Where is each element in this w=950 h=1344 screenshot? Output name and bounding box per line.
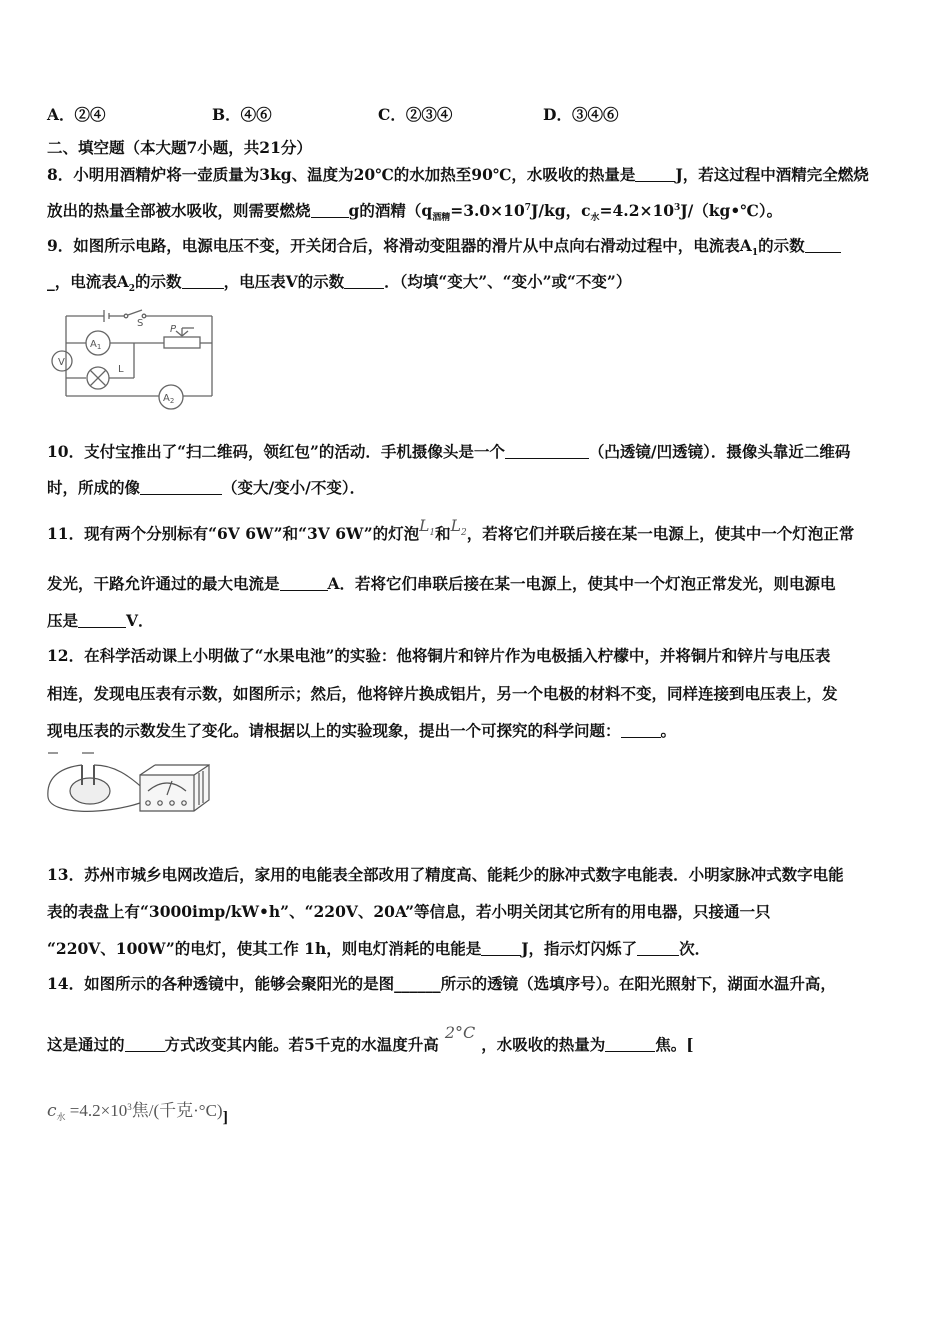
q11-line-1	[47, 517, 855, 546]
q13-line-3	[47, 937, 710, 959]
q9-text-2d: ．（均填“变大”、“变小”或“不变”）	[384, 272, 632, 291]
q11-line-2	[47, 572, 836, 594]
option-d: D．③④⑥	[543, 105, 619, 124]
slider-label: P	[170, 324, 177, 335]
q8-text-1a: 8．小明用酒精炉将一壶质量为3kg、温度为20℃的水加热至90℃，水吸收的热量是	[47, 165, 636, 184]
q8-sub-alcohol: 酒精	[432, 213, 451, 224]
q13-line-1: 13．苏州市城乡电网改造后，家用的电能表全部改用了精度高、能耗少的脉冲式数字电能表．小明家脉冲式数字电能	[47, 865, 844, 884]
q9-text-2c: ，电压表V的示数	[223, 272, 345, 291]
q11-text-3a: 压是	[47, 611, 79, 630]
q10-text-1a: 10．支付宝推出了“扫二维码，领红包”的活动．手机摄像头是一个	[47, 442, 505, 461]
lamp-label: L	[118, 364, 124, 375]
fruit-battery-illustration	[44, 745, 212, 817]
q12-text-3a: 现电压表的示数发生了变化。请根据以上的实验现象，提出一个可探究的科学问题：	[47, 721, 621, 740]
q11-text-1a: 11．现有两个分别标有“6V 6W”和“3V 6W”的灯泡	[47, 524, 420, 543]
q14-blank-2	[605, 1037, 655, 1052]
q8-text-2e: =4.2×10	[599, 201, 675, 220]
q14-temp-change: 2°C	[444, 1023, 476, 1042]
q14-blank-1	[125, 1037, 165, 1052]
q9-line-1	[47, 234, 841, 258]
q14-line-2	[47, 1023, 694, 1055]
q14-text-2d: 焦。[	[655, 1035, 694, 1054]
ammeter1-label: $A_1$	[90, 339, 102, 351]
q11-blank-2	[78, 613, 126, 628]
q8-sup-3: 3	[674, 202, 681, 213]
option-a: A．②④	[47, 105, 106, 124]
q11-and: 和	[435, 524, 451, 543]
q10-text-1b: （凸透镜/凹透镜）．摄像头靠近二维码	[588, 442, 851, 461]
q12-text-3b: 。	[660, 721, 677, 740]
switch-label: S	[137, 318, 144, 329]
q10-line-1	[47, 440, 850, 462]
q13-line-2: 表的表盘上有“3000imp/kW•h”、“220V、20A”等信息，若小明关闭其它所有的用电器，只接通一只	[47, 902, 771, 921]
q8-sup-7: 7	[524, 202, 531, 213]
q13-blank-2	[637, 941, 679, 956]
q8-text-2d: J/kg，c	[531, 201, 591, 220]
q8-line-2	[47, 199, 782, 223]
q13-text-3a: “220V、100W”的电灯，使其工作 1h，则电灯消耗的电能是	[47, 939, 482, 958]
q12-line-1: 12．在科学活动课上小明做了“水果电池”的实验：他将铜片和锌片作为电极插入柠檬中，并将铜片和锌片与电压表	[47, 646, 831, 665]
q11-lamp1: $L_1$	[419, 517, 436, 539]
q13-blank-1	[481, 941, 521, 956]
q14-text-2a: 这是通过的	[47, 1035, 125, 1054]
q12-blank-1	[621, 723, 661, 738]
q8-text-2b: g的酒精（q	[348, 201, 433, 220]
q8-blank-2	[311, 203, 349, 218]
q14-text-2c: ，水吸收的热量为	[481, 1035, 606, 1054]
q8-text-2f: J/（kg•℃）。	[680, 201, 783, 220]
q11-text-3b: V．	[126, 611, 154, 630]
q14-line-1: 14．如图所示的各种透镜中，能够会聚阳光的是图______所示的透镜（选填序号）。在阳光照射下，湖面水温升高，	[47, 974, 836, 993]
option-b: B．④⑥	[212, 105, 272, 124]
q8-blank-1	[635, 167, 675, 182]
q10-blank-1	[505, 444, 589, 459]
q8-text-1b: J，若这过程中酒精完全燃烧	[675, 165, 869, 184]
q9-line-2	[47, 270, 631, 294]
section-title: 二、填空题（本大题7小题，共21分）	[47, 138, 312, 157]
q8-text-2a: 放出的热量全部被水吸收，则需要燃烧	[47, 201, 311, 220]
ammeter2-label: $A_2$	[163, 393, 175, 405]
q12-line-2: 相连，发现电压表有示数，如图所示；然后，他将锌片换成铝片，另一个电极的材料不变，同样连接到电压表上，发	[47, 684, 838, 703]
q9-text-1b: 的示数	[758, 236, 805, 255]
circuit-diagram	[44, 306, 216, 412]
q9-text-2b: 的示数	[135, 272, 182, 291]
option-c: C．②③④	[378, 105, 453, 124]
q8-sub-water: 水	[590, 213, 600, 224]
q10-text-2a: 时，所成的像	[47, 478, 141, 497]
q11-text-2a: 发光，干路允许通过的最大电流是	[47, 574, 280, 593]
q13-text-3b: J，指示灯闪烁了	[521, 939, 638, 958]
q8-line-1	[47, 163, 869, 185]
q13-text-3c: 次．	[679, 939, 711, 958]
q9-text-1: 9．如图所示电路，电源电压不变，开关闭合后，将滑动变阻器的滑片从中点向右滑动过程中，电流表A	[47, 236, 752, 255]
q9-text-2a: _，电流表A	[47, 272, 129, 291]
q11-text-1b: ，若将它们并联后接在某一电源上，使其中一个灯泡正常	[466, 524, 855, 543]
q8-text-2c: =3.0×10	[450, 201, 525, 220]
q10-text-2b: （变大/变小/不变）．	[222, 478, 366, 497]
q9-blank-3	[344, 274, 384, 289]
q11-line-3	[47, 609, 154, 631]
q11-text-2b: A．若将它们串联后接在某一电源上，使其中一个灯泡正常发光，则电源电	[327, 574, 836, 593]
q14-text-2b: 方式改变其内能。若5千克的水温度升高	[164, 1035, 439, 1054]
q10-line-2	[47, 476, 365, 498]
voltmeter-label: V	[58, 357, 65, 368]
q9-sub-1: 1	[751, 248, 759, 259]
q12-line-3	[47, 719, 676, 741]
q9-blank-1	[805, 238, 841, 253]
q11-blank-1	[280, 576, 328, 591]
q9-sub-2: 2	[128, 284, 136, 295]
q14-specific-heat-formula: $c_水 =4.2\times 10^3$焦/(千克·°C)]	[47, 1101, 228, 1126]
q10-blank-2	[140, 480, 222, 495]
q11-lamp2: $L_2$	[450, 517, 467, 539]
q9-blank-2	[182, 274, 224, 289]
